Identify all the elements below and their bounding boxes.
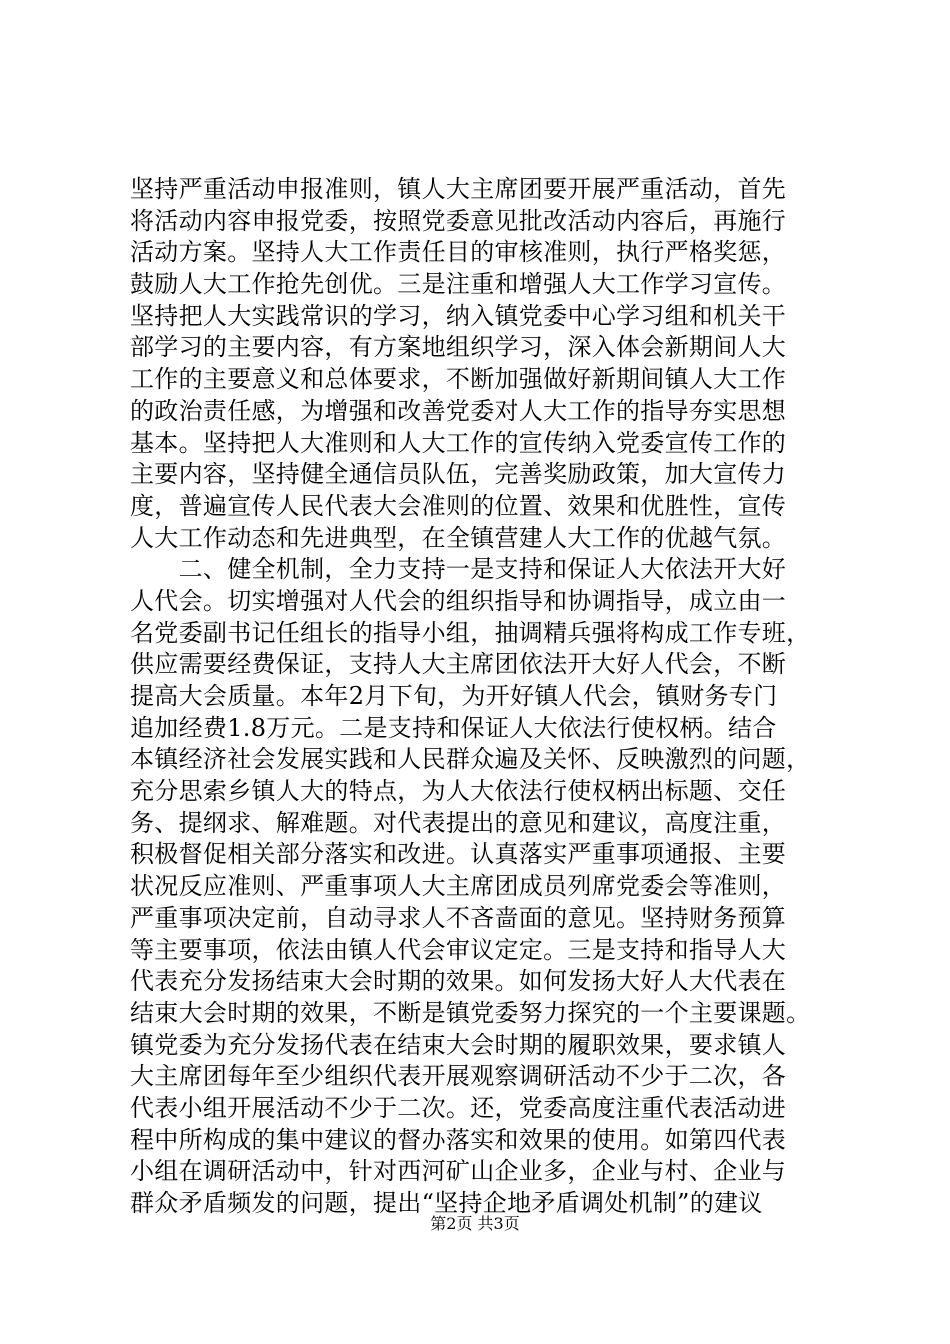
text-line: 本镇经济社会发展实践和人民群众遍及关怀、反映激烈的问题， <box>130 745 811 774</box>
text-line: 提高大会质量。本年2月下旬，为开好镇人代会，镇财务专门 <box>130 682 778 710</box>
text-line: 鼓励人大工作抢先创优。三是注重和增强人大工作学习宣传。 <box>130 270 787 299</box>
page-footer <box>0 1214 950 1234</box>
text-line: 务、提纲求、解难题。对代表提出的意见和建议，高度注重， <box>130 808 787 837</box>
text-line: 等主要事项，依法由镇人代会审议定定。三是支持和指导人大 <box>130 935 787 964</box>
text-line: 镇党委为充分发扬代表在结束大会时期的履职效果，要求镇人 <box>130 1030 787 1059</box>
text-line: 程中所构成的集中建议的督办落实和效果的使用。如第四代表 <box>130 1125 787 1154</box>
text-line: 供应需要经费保证，支持人大主席团依法开大好人代会，不断 <box>130 650 787 679</box>
text-line: 结束大会时期的效果，不断是镇党委努力探究的一个主要课题。 <box>130 998 811 1027</box>
text-line: 人代会。切实增强对人代会的组织指导和协调指导，成立由一 <box>130 586 787 615</box>
text-line: 群众矛盾频发的问题，提出“坚持企地矛盾调处机制”的建议 <box>130 1189 763 1217</box>
text-line: 度，普遍宣传人民代表大会准则的位置、效果和优胜性，宣传 <box>130 491 787 520</box>
text-line: 部学习的主要内容，有方案地组织学习，深入体会新期间人大 <box>130 333 787 362</box>
text-line: 坚持严重活动申报准则，镇人大主席团要开展严重活动，首先 <box>130 175 787 203</box>
text-line: 主要内容，坚持健全通信员队伍，完善奖励政策，加大宣传力 <box>130 460 787 489</box>
text-line: 积极督促相关部分落实和改进。认真落实严重事项通报、主要 <box>130 840 787 869</box>
text-line: 大主席团每年至少组织代表开展观察调研活动不少于二次，各 <box>130 1062 787 1091</box>
text-line: 严重事项决定前，自动寻求人不吝啬面的意见。坚持财务预算 <box>130 903 787 932</box>
page-number-label: 第2页 共3页 <box>430 1214 520 1233</box>
text-line: 基本。坚持把人大准则和人大工作的宣传纳入党委宣传工作的 <box>130 428 787 457</box>
text-line: 的政治责任感，为增强和改善党委对人大工作的指导夯实思想 <box>130 396 787 425</box>
text-line: 活动方案。坚持人大工作责任目的审核准则，执行严格奖惩， <box>130 238 787 267</box>
text-line: 人大工作动态和先进典型，在全镇营建人大工作的优越气氛。 <box>130 523 787 552</box>
text-line: 工作的主要意义和总体要求，不断加强做好新期间镇人大工作 <box>130 365 787 394</box>
text-line: 名党委副书记任组长的指导小组，抽调精兵强将构成工作专班， <box>130 618 811 647</box>
text-line: 坚持把人大实践常识的学习，纳入镇党委中心学习组和机关干 <box>130 301 787 330</box>
text-line: 代表小组开展活动不少于二次。还，党委高度注重代表活动进 <box>130 1093 787 1122</box>
text-line: 小组在调研活动中，针对西河矿山企业多，企业与村、企业与 <box>130 1157 787 1186</box>
text-line: 二、健全机制，全力支持一是支持和保证人大依法开大好 <box>130 555 787 584</box>
body-text <box>130 174 830 1220</box>
text-line: 追加经费1.8万元。二是支持和保证人大依法行使权柄。结合 <box>130 713 777 742</box>
text-line: 状况反应准则、严重事项人大主席团成员列席党委会等准则， <box>130 872 787 901</box>
text-line: 代表充分发扬结束大会时期的效果。如何发扬大好人大代表在 <box>130 967 787 996</box>
text-line: 充分思索乡镇人大的特点，为人大依法行使权柄出标题、交任 <box>130 777 787 806</box>
text-line: 将活动内容申报党委，按照党委意见批改活动内容后，再施行 <box>130 206 787 235</box>
